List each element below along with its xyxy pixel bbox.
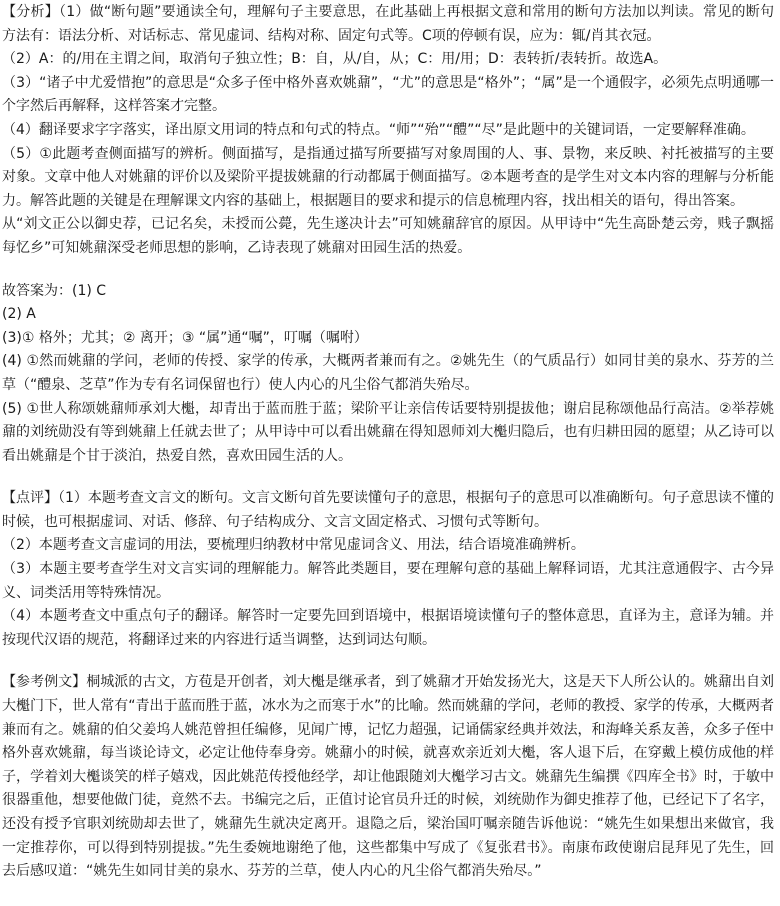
answers-section (2, 280, 774, 469)
comment-paragraph: 【点评】（1）本题考查文言文的断句。文言文断句首先要读懂句子的意思，根据句子的意思可以准确断句。句子意思读不懂的时候，也可根据虚词、对话、修辞、句子结构成分、文言文固定格式、习惯句式等断句。 (2, 490, 774, 530)
answer-line: (2) A (2, 306, 36, 323)
translation-paragraph: 【参考例文】桐城派的古文，方苞是开创者，刘大櫆是继承者，到了姚鼐才开始发扬光大，这是天下人所公认的。姚鼐出自刘大櫆门下，世人常有“青出于蓝而胜于蓝，冰水为之而寒于水”的比喻。然而姚鼐的学问，老师的教授、家学的传承，大概两者兼而有之。姚鼐的伯父姜坞人姚范曾担任编修，见闻广博，记忆力超强，记诵儒家经典并效法，和海峰关系友善，众多子侄中格外喜欢姚鼐，每当谈论诗文，必定让他侍奉身旁。姚鼐小的时候，就喜欢亲近刘大櫆，客人退下后，在穿戴上模仿成他的样子，学着刘大櫆谈笑的样子嬉戏，因此姚范传授他经学，却让他跟随刘大櫆学习古文。姚鼐先生编撰《四库全书》时，于敏中很器重他，想要他做门徒，竟然不去。书编完之后，正值讨论官员升迁的时候，刘统勋作为御史推荐了他，已经记下了名字，还没有授予官职刘统勋却去世了，姚鼐先生就决定离开。退隐之后，梁治国叮嘱亲随告诉他说：“姚先生如果想出来做官，我一定推荐你，可以得到特别提拔。”先生委婉地谢绝了他，这些都集中写成了《复张君书》。南康布政使谢启昆拜见了先生，回去后感叹道：“姚先生如同甘美的泉水、芬芳的兰草，使人内心的凡尘俗气都消失殆尽。” (2, 674, 774, 880)
analysis-paragraph: （2）A：的/用在主谓之间，取消句子独立性；B：自，从/自，从；C：用/用；D：表转折/表转折。故选A。 (2, 51, 668, 68)
analysis-paragraph: 从“刘文正公以御史荐，已记名矣，未授而公薨，先生遂决计去”可知姚鼐辞官的原因。从甲诗中“先生高卧楚云旁，贱子飘摇每忆乡”可知姚鼐深受老师思想的影响，乙诗表现了姚鼐对田园生活的热爱。 (2, 216, 774, 256)
analysis-paragraph: （5）①此题考查侧面描写的辨析。侧面描写，是指通过描写所要描写对象周围的人、事、景物，来反映、衬托被描写的主要对象。文章中他人对姚鼐的评价以及梁阶平提拔姚鼐的行动都属于侧面描写。②本题考查的是学生对文本内容的理解与分析能力。解答此题的关键是在理解课文内容的基础上，根据题目的要求和提示的信息梳理内容，找出相关的语句，得出答案。 (2, 145, 774, 209)
answer-line: (3)① 格外；尤其；② 离开；③ “属”通“嘱”，叮嘱（嘱咐） (2, 329, 368, 346)
analysis-paragraph: （4）翻译要求字字落实，译出原文用词的特点和句式的特点。“师”“殆”“醴”“尽”是此题中的关键词语，一定要解释准确。 (2, 121, 755, 138)
comment-paragraph: （3）本题主要考查学生对文言实词的理解能力。解答此类题目，要在理解句意的基础上解释词语，尤其注意通假字、古今异义、词类活用等特殊情况。 (2, 561, 774, 601)
analysis-paragraph: 【分析】（1）做“断句题”要通读全句，理解句子主要意思，在此基础上再根据文意和常用的断句方法加以判读。常见的断句方法有：语法分析、对话标志、常见虚词、结构对称、固定句式等。C项的停顿有误，应为：辄/肖其衣冠。 (2, 4, 774, 44)
translation-section (2, 671, 774, 883)
comment-paragraph: （4）本题考查文中重点句子的翻译。解答时一定要先回到语境中，根据语境读懂句子的整体意思，直译为主，意译为辅。并按现代汉语的规范，将翻译过来的内容进行适当调整，达到词达句顺。 (2, 608, 774, 648)
comment-section (2, 487, 774, 652)
answer-line: 故答案为：(1) C (2, 282, 107, 299)
answer-line: (5) ①世人称颂姚鼐师承刘大櫆，却青出于蓝而胜于蓝；梁阶平让亲信传话要特别提拔他；谢启昆称颂他品行高洁。②举荐姚鼐的刘统勋没有等到姚鼐上任就去世了；从甲诗中可以看出姚鼐在得知恩师刘大櫆归隐后，也有归耕田园的愿望；从乙诗可以看出姚鼐是个甘于淡泊，热爱自然，喜欢田园生活的人。 (2, 400, 774, 464)
answer-line: (4) ①然而姚鼐的学问，老师的传授、家学的传承，大概两者兼而有之。②姚先生（的气质品行）如同甘美的泉水、芬芳的兰草（“醴泉、芝草”作为专有名词保留也行）使人内心的凡尘俗气都消失殆尽。 (2, 353, 774, 393)
analysis-paragraph: （3）“诸子中尤爱惜抱”的意思是“众多子侄中格外喜欢姚鼐”，“尤”的意思是“格外”；“属”是一个通假字，必须先点明通哪一个字然后再解释，这样答案才完整。 (2, 74, 774, 115)
comment-paragraph: （2）本题考查文言虚词的用法，要梳理归纳教材中常见虚词含义、用法，结合语境准确辨析。 (2, 537, 585, 554)
analysis-section (2, 1, 774, 261)
